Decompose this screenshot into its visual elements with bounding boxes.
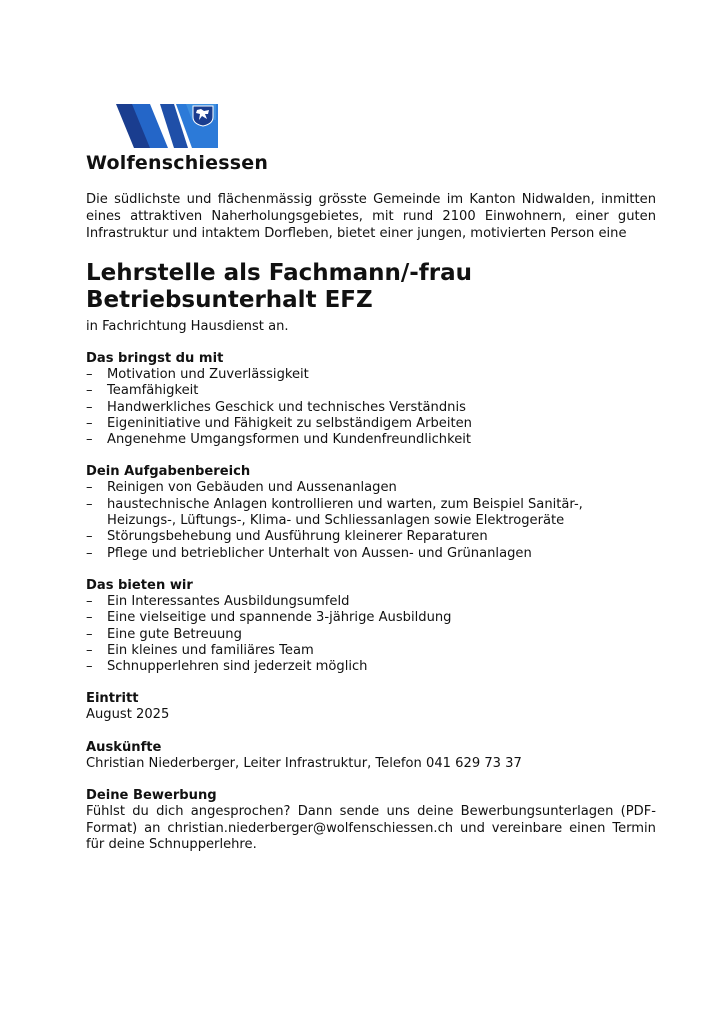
list-item: – Teamfähigkeit — [86, 383, 656, 399]
wolfenschiessen-w-logo-icon — [114, 102, 218, 150]
logo-wordmark: Wolfenschiessen — [86, 152, 269, 174]
section-application — [86, 787, 656, 854]
contact-info-text: Christian Niederberger, Leiter Infrastruktur, Telefon 041 629 73 37 — [86, 755, 522, 771]
job-title-line-2: Betriebsunterhalt EFZ — [86, 287, 373, 313]
job-subtitle: in Fachrichtung Hausdienst an. — [86, 319, 289, 334]
tasks-list — [86, 480, 656, 561]
list-item: – Schnupperlehren sind jederzeit möglich — [86, 659, 656, 675]
section-heading: Das bieten wir — [86, 577, 193, 593]
list-item: – Pflege und betrieblicher Unterhalt von Aussen- und Grünanlagen — [86, 546, 656, 562]
list-item: – Störungsbehebung und Ausführung kleinerer Reparaturen — [86, 529, 656, 545]
section-heading: Deine Bewerbung — [86, 788, 217, 804]
list-item: – Reinigen von Gebäuden und Aussenanlagen — [86, 480, 656, 496]
section-requirements — [86, 350, 656, 448]
coat-of-arms-icon — [193, 106, 213, 126]
list-item: – Eigeninitiative und Fähigkeit zu selbständigem Arbeiten — [86, 416, 656, 432]
offer-list — [86, 594, 656, 675]
requirements-list — [86, 367, 656, 448]
section-start-date — [86, 690, 656, 724]
list-item: – Motivation und Zuverlässigkeit — [86, 367, 656, 383]
start-date-text: August 2025 — [86, 707, 170, 723]
municipality-logo — [86, 102, 276, 172]
list-item: – Ein kleines und familiäres Team — [86, 643, 656, 659]
section-offer — [86, 577, 656, 675]
list-item: – Handwerkliches Geschick und technisches Verständnis — [86, 400, 656, 416]
list-item: – Ein Interessantes Ausbildungsumfeld — [86, 594, 656, 610]
job-posting — [86, 102, 656, 854]
job-title-line-1: Lehrstelle als Fachmann/-frau — [86, 260, 473, 286]
list-item: – haustechnische Anlagen kontrollieren und warten, zum Beispiel Sanitär-, Heizungs-, Lüftungs-, Klima- und Schliessanlagen sowie Elektrogeräte — [86, 497, 656, 530]
list-item: – Eine gute Betreuung — [86, 627, 656, 643]
intro-paragraph: Die südlichste und flächenmässig grösste Gemeinde im Kanton Nidwalden, inmitten eines attraktiven Naherholungsgebietes, mit rund 2100 Einwohnern, einer guten Infrastruktur und intaktem Dorfleben, bietet einer jungen, motivierten Person eine — [86, 192, 656, 241]
section-contact-info — [86, 739, 656, 773]
list-item: – Angenehme Umgangsformen und Kundenfreundlichkeit — [86, 432, 656, 448]
section-tasks — [86, 463, 656, 561]
section-heading: Dein Aufgabenbereich — [86, 464, 251, 480]
list-item: – Eine vielseitige und spannende 3-jährige Ausbildung — [86, 610, 656, 626]
job-title — [86, 260, 656, 314]
section-heading: Auskünfte — [86, 739, 162, 755]
application-text: Fühlst du dich angesprochen? Dann sende uns deine Bewerbungsunterlagen (PDF-Format) an christian.niederberger@wolfenschiessen.ch und vereinbare einen Termin für deine Schnupperlehre. — [86, 804, 656, 853]
section-heading: Eintritt — [86, 691, 139, 707]
section-heading: Das bringst du mit — [86, 351, 224, 366]
